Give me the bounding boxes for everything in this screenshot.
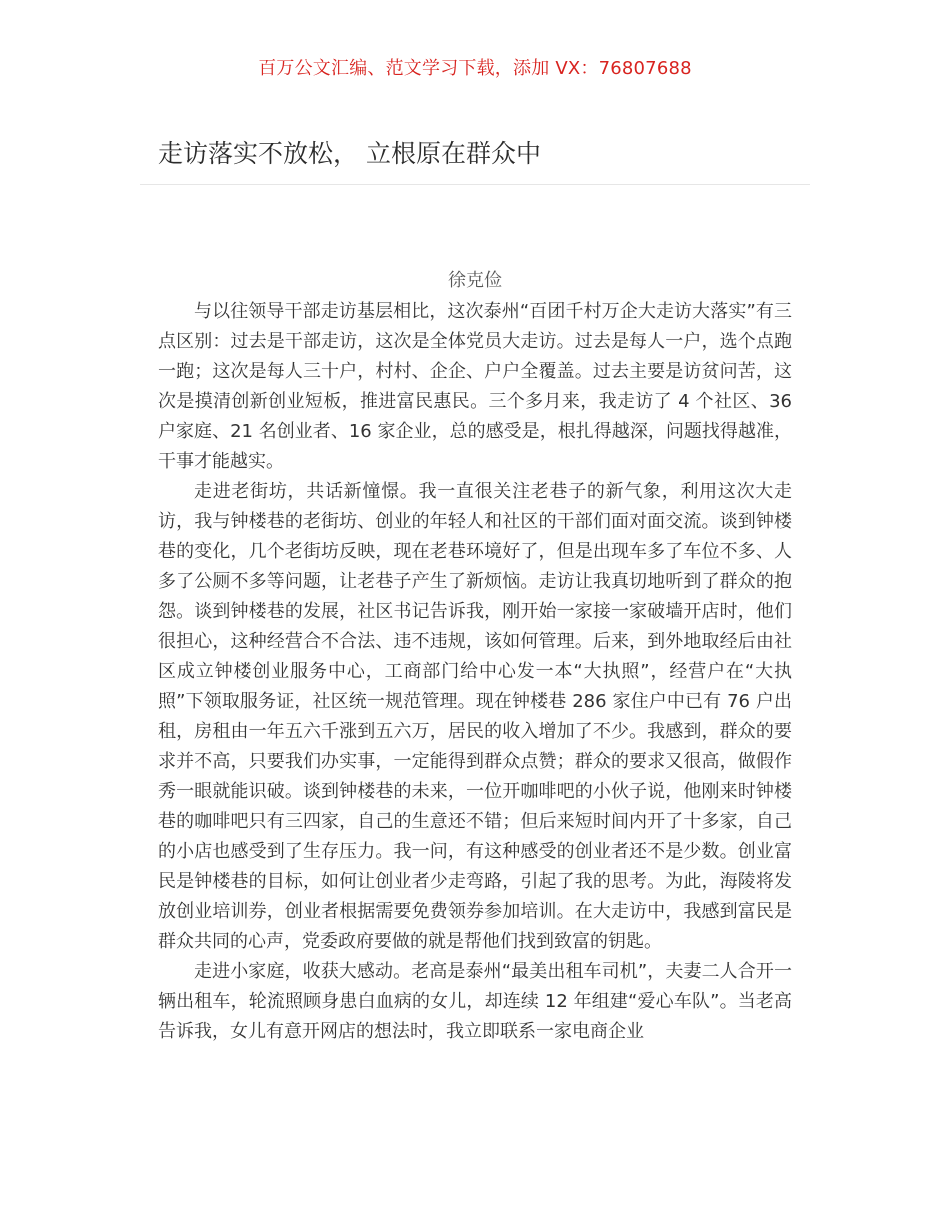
article-paragraph: 走进老街坊，共话新憧憬。我一直很关注老巷子的新气象，利用这次大走访，我与钟楼巷的老街坊、创业的年轻人和社区的干部们面对面交流。谈到钟楼巷的变化，几个老街坊反映，现在老巷环境好了，但是出现车多了车位不多、人多了公厕不多等问题，让老巷子产生了新烦恼。走访让我真切地听到了群众的抱怨。谈到钟楼巷的发展，社区书记告诉我，刚开始一家接一家破墙开店时，他们很担心，这种经营合不合法、违不违规，该如何管理。后来，到外地取经后由社区成立钟楼创业服务中心，工商部门给中心发一本“大执照”，经营户在“大执照”下领取服务证，社区统一规范管理。现在钟楼巷 286 家住户中已有 76 户出租，房租由一年五六千涨到五六万，居民的收入增加了不少。我感到，群众的要求并不高，只要我们办实事，一定能得到群众点赞；群众的要求又很高，做假作秀一眼就能识破。谈到钟楼巷的未来，一位开咖啡吧的小伙子说，他刚来时钟楼巷的咖啡吧只有三四家，自己的生意还不错；但后来短时间内开了十多家，自己的小店也感受到了生存压力。我一问，有这种感受的创业者还不是少数。创业富民是钟楼巷的目标，如何让创业者少走弯路，引起了我的思考。为此，海陵将发放创业培训券，创业者根据需要免费领券参加培训。在大走访中，我感到富民是群众共同的心声，党委政府要做的就是帮他们找到致富的钥匙。 bbox=[158, 481, 792, 952]
article-body bbox=[158, 297, 792, 1047]
article-paragraph: 与以往领导干部走访基层相比，这次泰州“百团千村万企大走访大落实”有三点区别：过去是干部走访，这次是全体党员大走访。过去是每人一户，选个点跑一跑；这次是每人三十户，村村、企企、户户全覆盖。过去主要是访贫问苦，这次是摸清创新创业短板，推进富民惠民。三个多月来，我走访了 4 个社区、36 户家庭、21 名创业者、16 家企业，总的感受是，根扎得越深，问题找得越准，干事才能越实。 bbox=[158, 301, 792, 472]
title-divider bbox=[140, 184, 810, 185]
author-name: 徐克俭 bbox=[448, 270, 502, 291]
contact-banner: 百万公文汇编、范文学习下载，添加 VX：76807688 bbox=[258, 58, 692, 79]
article-paragraph: 走进小家庭，收获大感动。老高是泰州“最美出租车司机”，夫妻二人合开一辆出租车，轮流照顾身患白血病的女儿，却连续 12 年组建“爱心车队”。当老高告诉我，女儿有意开网店的想法时，我立即联系一家电商企业 bbox=[158, 961, 792, 1042]
page-title: 走访落实不放松， 立根原在群众中 bbox=[158, 139, 541, 168]
